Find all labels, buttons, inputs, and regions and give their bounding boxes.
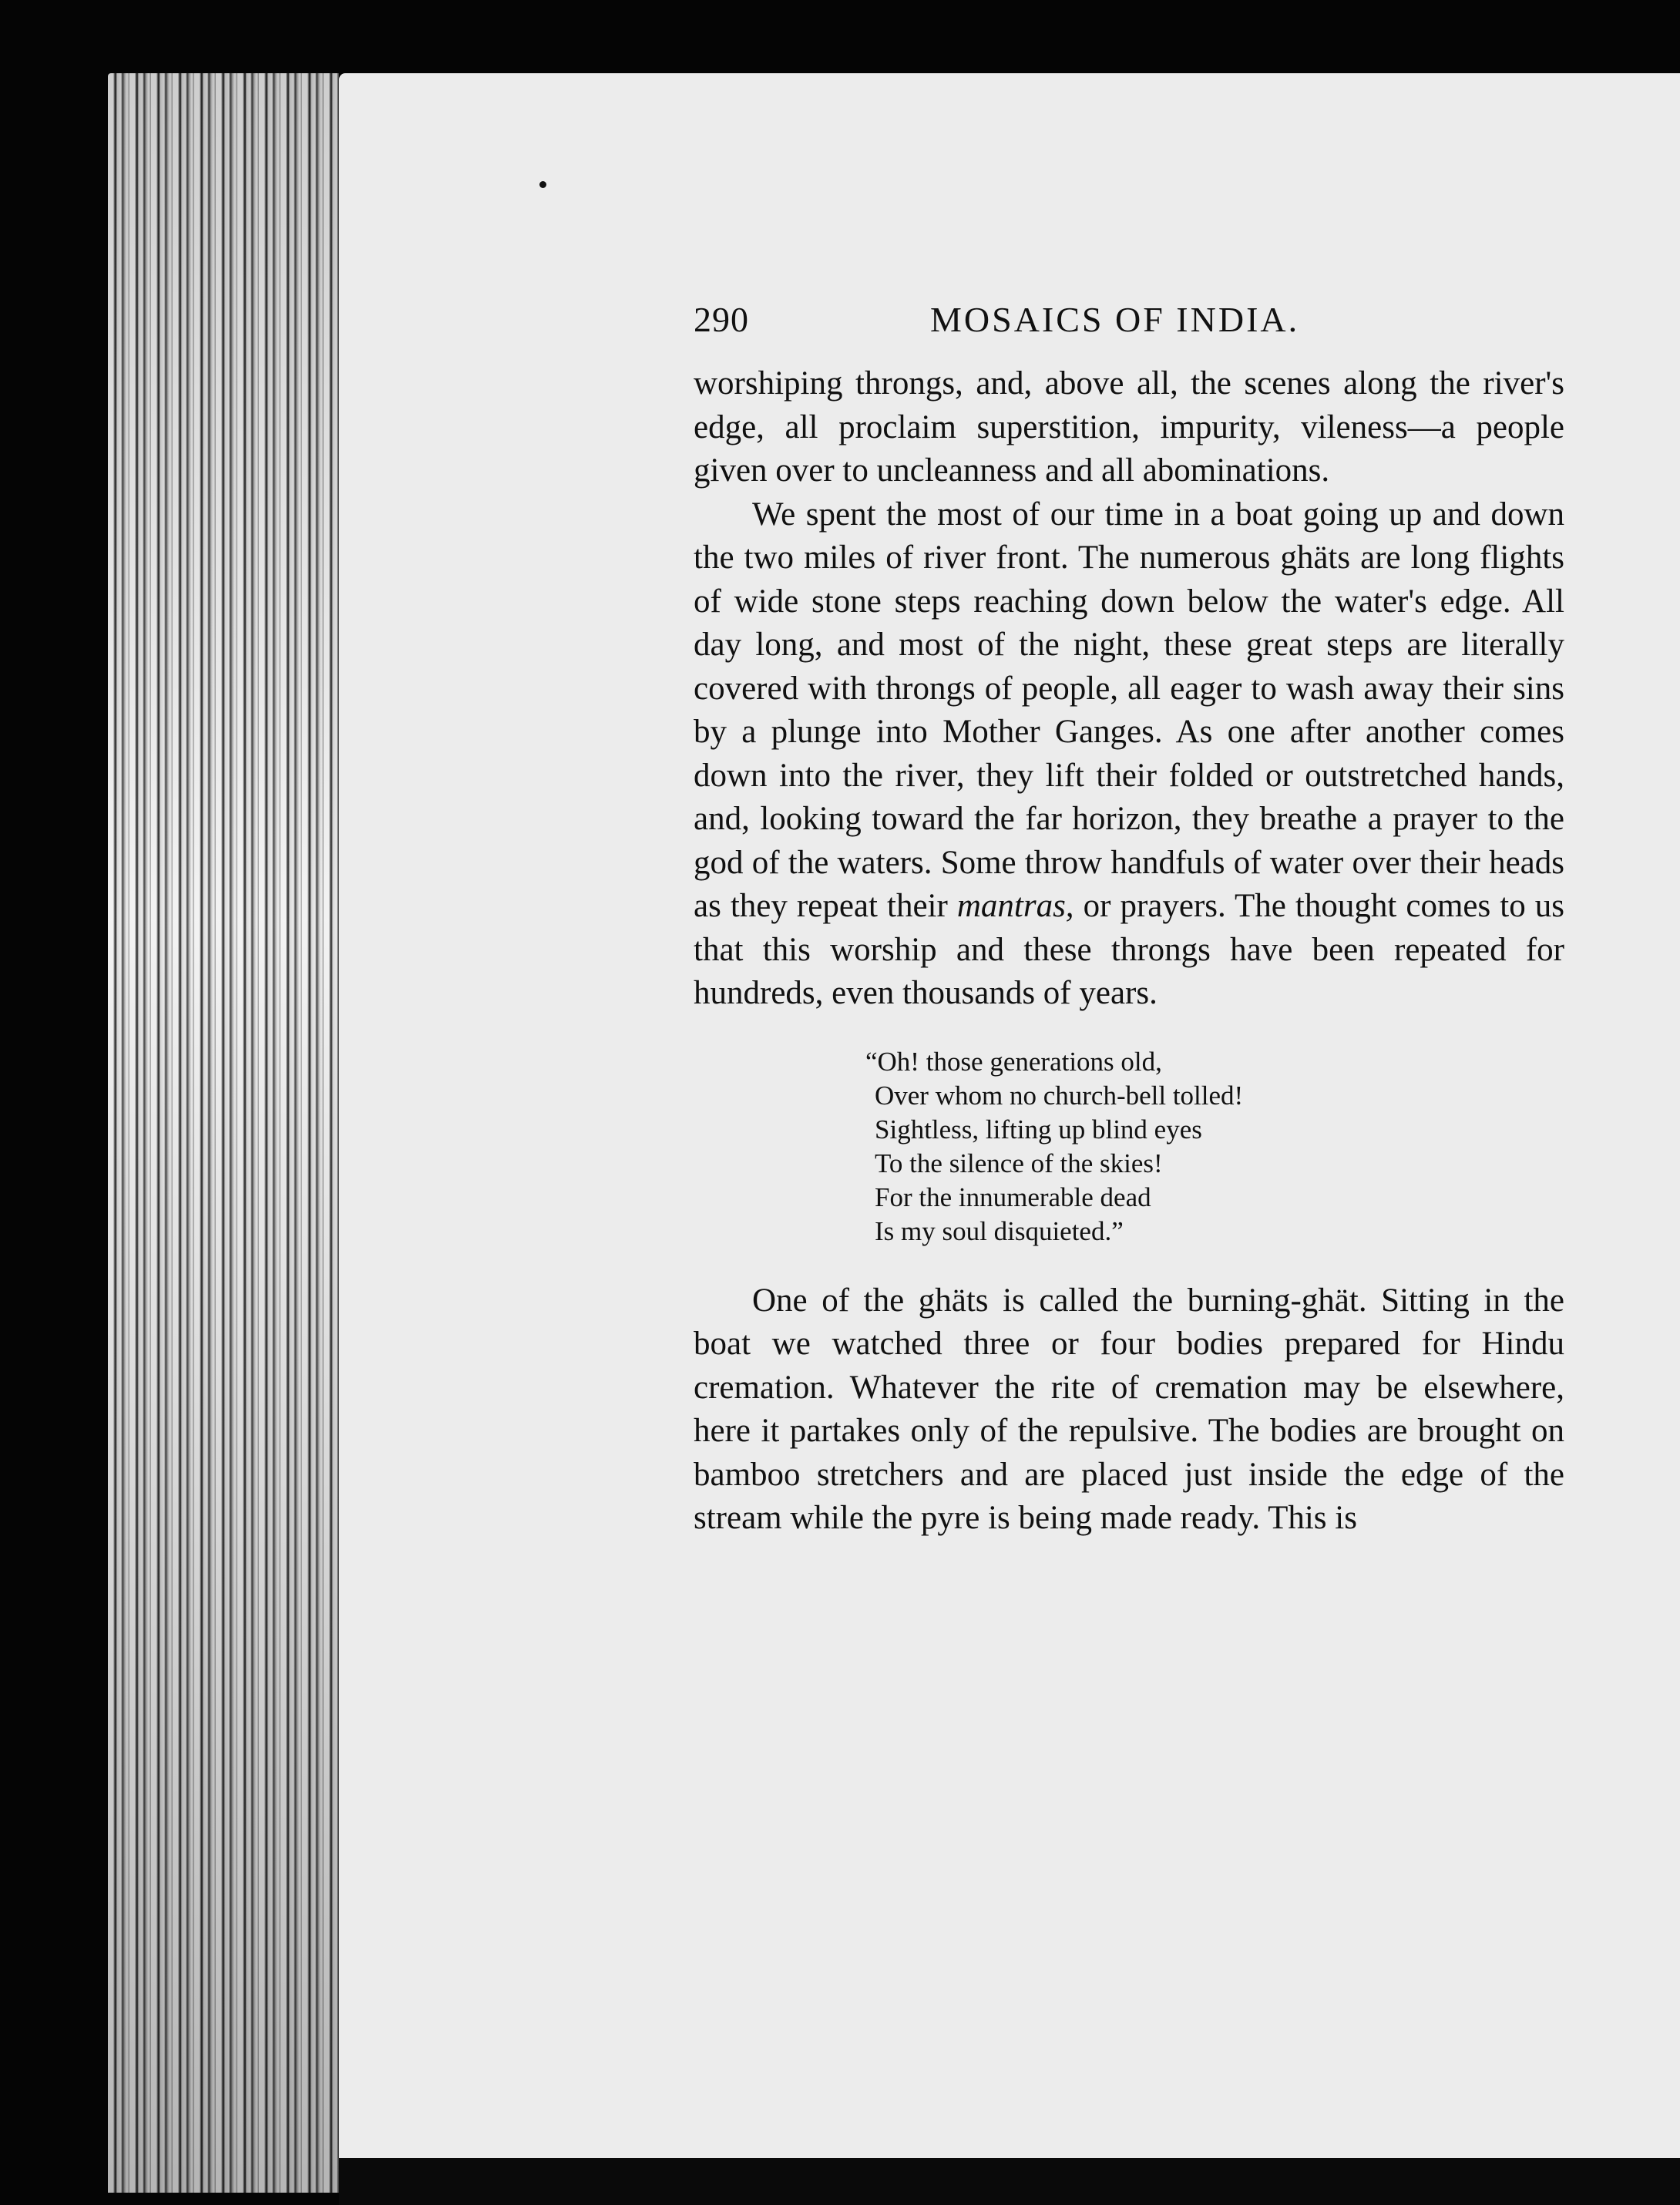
- verse-line: Sightless, lifting up blind eyes: [875, 1114, 1202, 1145]
- page-header: [694, 299, 1564, 345]
- verse-line: “Oh! those generations old,: [865, 1046, 1162, 1077]
- page-number: 290: [694, 300, 749, 339]
- page-body: [694, 362, 1564, 1541]
- paragraph-2-text-a: We spent the most of our time in a boat going up and down the two miles of river front. The numerous ghäts are long flights of wide stone steps reaching down below the water's edge. All day long, and most of the night, these great steps are literally covered with throngs of people, all eager to wash away their sins by a plunge into Mother Ganges. As one after another comes down into the river, they lift their folded or outstretched hands, and, looking toward the far horizon, they breathe a prayer to the god of the waters. Some throw handfuls of water over their heads as they repeat their: [694, 496, 1564, 924]
- paragraph-2: [694, 493, 1564, 1016]
- paragraph-2-italic: mantras,: [956, 888, 1074, 924]
- verse-line: For the innumerable dead: [875, 1181, 1151, 1212]
- scan-bottom-border: [339, 2158, 1680, 2205]
- verse-line: Is my soul disquieted.”: [875, 1215, 1124, 1246]
- paragraph-2-text-b: or prayers. The thought comes to us that this worship and these throngs have been repeated for hundreds, even thousands of years.: [694, 888, 1564, 1011]
- ink-dot-mark: [539, 181, 546, 188]
- book-edge-shadow: [108, 73, 339, 2193]
- paragraph-1: worshiping throngs, and, above all, the scenes along the river's edge, all proclaim superstition, impurity, vileness—a people given over to uncleanness and all abominations.: [694, 365, 1564, 489]
- verse-line: Over whom no church-bell tolled!: [875, 1080, 1244, 1111]
- paragraph-3: One of the ghäts is called the burning-ghät. Sitting in the boat we watched three or four bodies prepared for Hindu cremation. Whatever the rite of cremation may be elsewhere, here it partakes only of the repulsive. The bodies are brought on bamboo stretchers and are placed just inside the edge of the stream while the pyre is being made ready. This is: [694, 1282, 1564, 1536]
- running-title: MOSAICS OF INDIA.: [930, 300, 1300, 339]
- verse-line: To the silence of the skies!: [875, 1148, 1163, 1178]
- verse-quotation: [865, 1045, 1564, 1249]
